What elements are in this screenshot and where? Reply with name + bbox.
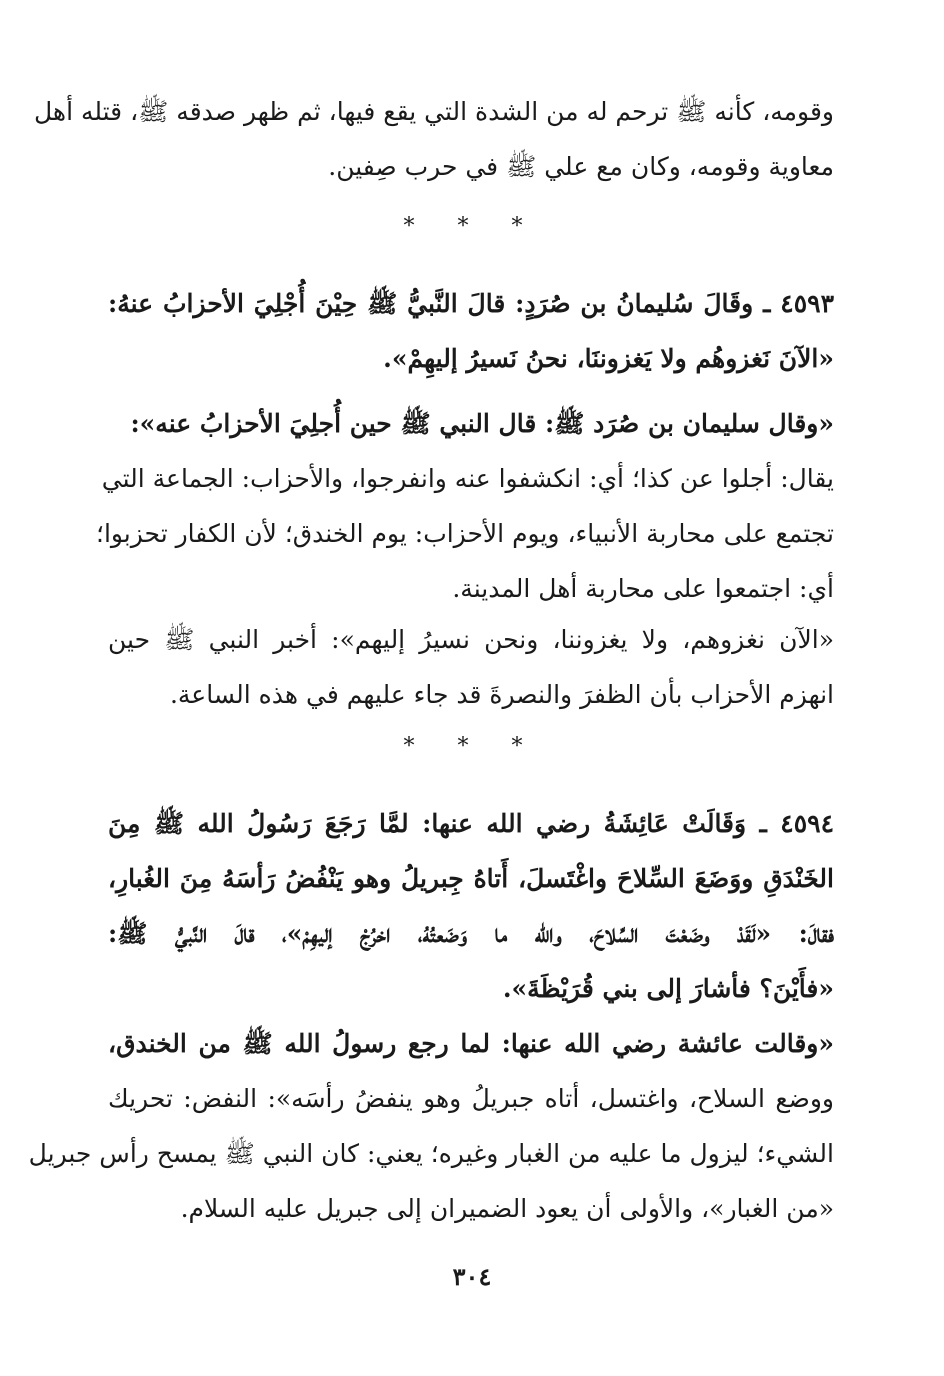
hadith-4593 (108, 276, 834, 386)
section-separator: * * * (403, 214, 541, 239)
text-line: «وقال سليمان بن صُرَد ﷺ: قال النبي ﷺ حين أُجلِيَ الأحزابُ عنه»: (130, 409, 834, 438)
text-line: «الآنَ نَغزوهُم ولا يَغزوننَا، نحنُ نَسيرُ إليهِمْ». (383, 344, 834, 373)
text-line: «الآن نغزوهم، ولا يغزوننا، ونحن نسيرُ إليهم»: أخبر النبي ﷺ حين (108, 625, 834, 654)
text-line: «من الغبار»، والأولى أن يعود الضميران إلى جبريل عليه السلام. (180, 1194, 834, 1223)
text-line: الخَنْدَقِ ووَضَعَ السِّلاحَ واغْتَسلَ، أَتاهُ جِبريلُ وهو يَنْفُضُ رَأسَهُ مِنَ الغُبارِ، (108, 864, 834, 893)
text-line: أي: اجتمعوا على محاربة أهل المدينة. (452, 574, 834, 603)
text-line: معاوية وقومه، وكان مع علي ﷺ في حرب صِفين. (328, 152, 834, 181)
text-line: تجتمع على محاربة الأنبياء، ويوم الأحزاب: يوم الخندق؛ لأن الكفار تحزبوا؛ (96, 519, 834, 548)
paragraph-continuation (33, 84, 834, 194)
text-line: فقالَ: «لَقَدْ وضَعْتَ السِّلاحَ، والله ما وَضَعتُهُ، اخرُجْ إليهِمْ»، قالَ النَّبيُّ ﷺ: (108, 919, 834, 948)
text-line: انهزم الأحزاب بأن الظفرَ والنصرةَ قد جاء عليهم في هذه الساعة. (169, 680, 834, 709)
page-number: ٣٠٤ (452, 1262, 492, 1291)
commentary-paragraph (108, 612, 834, 722)
text-line: يقال: أجلوا عن كذا؛ أي: انكشفوا عنه وانفرجوا، والأحزاب: الجماعة التي (101, 464, 834, 493)
text-line: ٤٥٩٣ ـ وقَالَ سُليمانُ بن صُرَدٍ: قالَ النَّبيُّ ﷺ حِيْنَ أُجْلِيَ الأحزابُ عنهُ: (108, 289, 834, 318)
commentary-paragraph (28, 1016, 834, 1236)
text-line: «وقالت عائشة رضي الله عنها: لما رجع رسولُ الله ﷺ من الخندق، (108, 1029, 834, 1058)
hadith-4594 (108, 796, 834, 1016)
text-line: ووضع السلاح، واغتسل، أتاه جبريلُ وهو ينفضُ رأسَه»: النفض: تحريك (108, 1084, 834, 1113)
text-line: ٤٥٩٤ ـ وَقَالَتْ عَائِشَةُ رضي الله عنها: لمَّا رَجَعَ رَسُولُ الله ﷺ مِنَ (108, 809, 834, 838)
text-line: «فأَيْنَ؟ فأشارَ إلى بني قُرَيْظَةَ». (502, 974, 834, 1003)
text-line: وقومه، كأنه ﷺ ترحم له من الشدة التي يقع فيها، ثم ظهر صدقه ﷺ، قتله أهل (33, 97, 834, 126)
section-separator: * * * (403, 734, 541, 759)
text-line: الشيء؛ ليزول ما عليه من الغبار وغيره؛ يعني: كان النبي ﷺ يمسح رأس جبريل (28, 1139, 834, 1168)
commentary-paragraph (96, 396, 834, 616)
